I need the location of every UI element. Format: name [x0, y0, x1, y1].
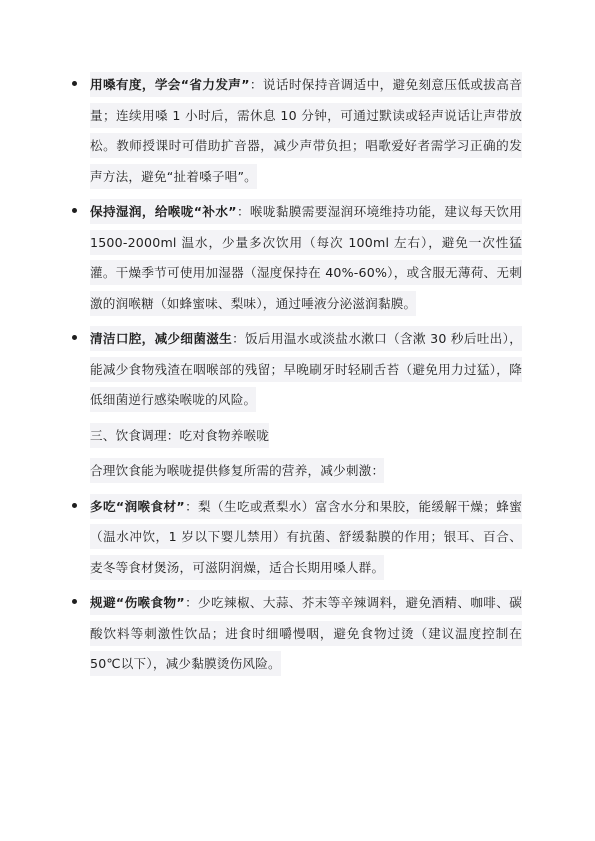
- item-title: 保持湿润，给喉咙“补水”: [90, 204, 237, 219]
- section-heading-diet: [70, 421, 522, 452]
- item-body: ：喉咙黏膜需要湿润环境维持功能，建议每天饮用 1500-2000ml 温水，少量多次饮用（每次 100ml 左右），避免一次性猛灌。干燥季节可使用加湿器（湿度保持在 40%-60%），或含服无薄荷、无刺激的润喉糖（如蜂蜜味、梨味），通过唾液分泌滋润黏膜。: [90, 204, 522, 311]
- item-title: 用嗓有度，学会“省力发声”: [90, 77, 250, 92]
- bullet-dot-icon: [72, 81, 77, 86]
- list-item-oral: [70, 324, 522, 416]
- item-body: ：说话时保持音调适中，避免刻意压低或拔高音量；连续用嗓 1 小时后，需休息 10 分钟，可通过默读或轻声说话让声带放松。教师授课时可借助扩音器，减少声带负担；唱歌爱好者需学习正确的发声方法，避免“扯着嗓子唱”。: [90, 77, 523, 184]
- bullet-dot-icon: [72, 208, 77, 213]
- bullet-dot-icon: [72, 335, 77, 340]
- intro-text: 合理饮食能为喉咙提供修复所需的营养，减少刺激：: [90, 458, 384, 483]
- list-item-avoid: [70, 588, 522, 680]
- item-title: 清洁口腔，减少细菌滋生: [90, 331, 233, 346]
- paragraph-moisture: [90, 197, 522, 319]
- list-item-eat-more: [70, 492, 522, 584]
- item-title: 规避“伤喉食物”: [90, 595, 185, 610]
- list-item-voice: [70, 70, 522, 192]
- paragraph-voice: [90, 70, 522, 192]
- paragraph-diet-intro: [70, 456, 522, 487]
- item-body: ：饭后用温水或淡盐水漱口（含漱 30 秒后吐出），能减少食物残渣在咽喉部的残留；早晚刷牙时轻刷舌苔（避免用力过猛），降低细菌逆行感染喉咙的风险。: [90, 331, 523, 407]
- paragraph-eat-more: [90, 492, 522, 584]
- paragraph-avoid: [90, 588, 522, 680]
- list-item-moisture: [70, 197, 522, 319]
- document-content: [70, 70, 522, 685]
- bullet-dot-icon: [72, 503, 77, 508]
- item-title: 多吃“润喉食材”: [90, 498, 185, 514]
- item-body: ：少吃辣椒、大蒜、芥末等辛辣调料，避免酒精、咖啡、碳酸饮料等刺激性饮品；进食时细嚼慢咽，避免食物过烫（建议温度控制在 50℃以下），减少黏膜烫伤风险。: [90, 595, 523, 671]
- paragraph-oral: [90, 324, 522, 416]
- bullet-dot-icon: [72, 599, 77, 604]
- item-body: ：梨（生吃或煮梨水）富含水分和果胶，能缓解干燥；蜂蜜（温水冲饮，1 岁以下婴儿禁用）有抗菌、舒缓黏膜的作用；银耳、百合、麦冬等食材煲汤，可滋阴润燥，适合长期用嗓人群。: [90, 498, 523, 575]
- heading-text: 三、饮食调理：吃对食物养喉咙: [90, 423, 269, 448]
